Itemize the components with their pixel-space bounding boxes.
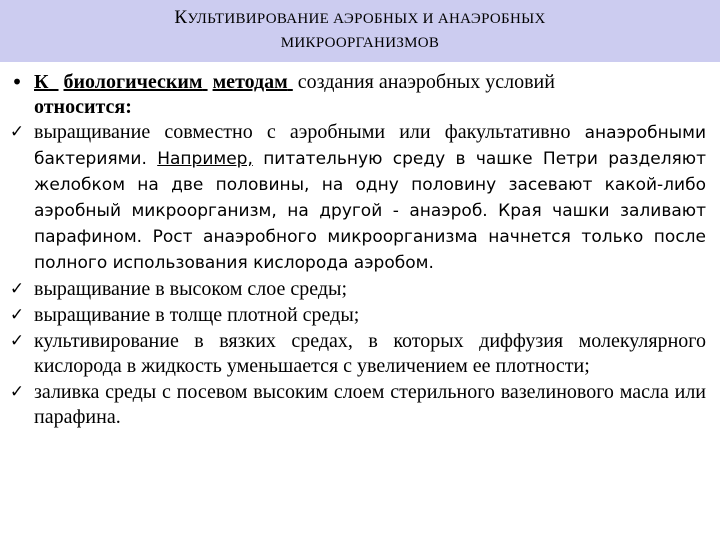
- item1-part4: питательную среду в чашке Петри разделяют желобком на две половины, на одну половину засевают какой-либо аэробный микроорганизм, на другой - анаэроб. Края чашки заливают парафином. Рост анаэробного микроорганизма начнется только после полного использования кислорода аэробом.: [34, 149, 706, 273]
- intro-word-biological: биологическим: [63, 71, 203, 93]
- intro-text: [34, 70, 706, 120]
- title-initial-cap: К: [174, 7, 188, 28]
- intro-word-k: К: [34, 71, 49, 93]
- slide-body: [0, 70, 720, 430]
- list-item: [0, 120, 720, 276]
- intro-rest: создания анаэробных условий: [292, 71, 555, 93]
- checkmark-icon: ✓: [9, 122, 25, 142]
- list-item: [0, 329, 720, 379]
- title-line1-text: УЛЬТИВИРОВАНИЕ АЭРОБНЫХ И АНАЭРОБНЫХ: [187, 11, 546, 27]
- list-item: [0, 303, 720, 328]
- item1-part2: анаэробными бактериями.: [34, 123, 706, 169]
- checkmark-icon: ✓: [9, 305, 25, 325]
- list-item: [0, 380, 720, 430]
- intro-item: [0, 70, 720, 120]
- list-item: [0, 277, 720, 302]
- item1-example-label: Например,: [157, 149, 253, 169]
- list-item-text: заливка среды с посевом высоким слоем стерильного вазелинового масла или парафина.: [34, 381, 706, 428]
- checkmark-icon: ✓: [9, 382, 25, 402]
- checkmark-icon: ✓: [9, 331, 25, 351]
- intro-word-methods: методам: [212, 71, 288, 93]
- list-item-text: выращивание в высоком слое среды;: [34, 278, 348, 300]
- checkmark-icon: ✓: [9, 279, 25, 299]
- list-item-text: выращивание в толще плотной среды;: [34, 304, 360, 326]
- slide-title-line2: МИКРООРГАНИЗМОВ: [280, 35, 440, 51]
- title-banner: [0, 0, 720, 62]
- bullet-dot-icon: •: [11, 70, 23, 94]
- list-item-text: [34, 120, 706, 276]
- item1-part1: выращивание совместно с аэробными или факультативно: [34, 121, 585, 143]
- list-item-text: культивирование в вязких средах, в которых диффузия молекулярного кислорода в жидкость уменьшается с увеличением ее плотности;: [34, 330, 706, 377]
- slide-title-line1: [108, 7, 612, 29]
- intro-line2: относится:: [34, 96, 132, 118]
